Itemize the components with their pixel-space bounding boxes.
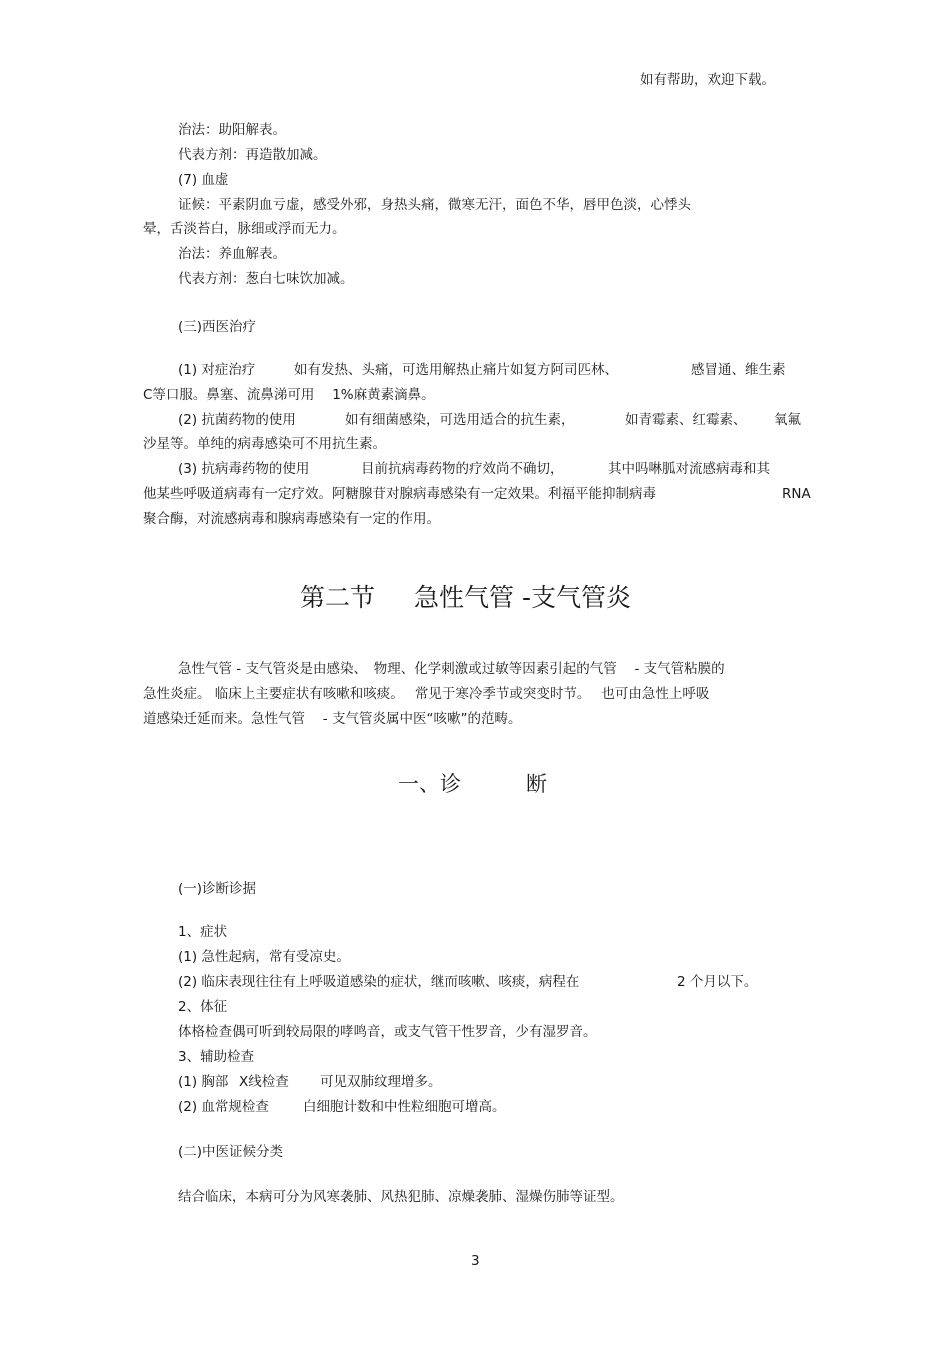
syndrome-types-text: 结合临床，本病可分为风寒袭肺、风热犯肺、凉燥袭肺、湿燥伤肺等证型。 <box>178 1189 624 1205</box>
diagnosis-title-b: 断 <box>526 772 547 796</box>
signs-heading: 2、体征 <box>178 999 228 1015</box>
section-intro-line-1: 急性气管 - 支气管炎是由感染、 物理、化学刺激或过敏等因素引起的气管 - 支气管粘膜的 <box>178 661 725 677</box>
treatment-method-2: 治法：养血解表。 <box>178 246 286 262</box>
diagnosis-basis-heading: (一)诊断诊据 <box>178 881 257 897</box>
prescription-1: 代表方剂：再造散加减。 <box>178 147 327 163</box>
western-p1-a: (1) 对症治疗 <box>178 362 256 378</box>
prescription-2: 代表方剂：葱白七味饮加减。 <box>178 271 354 287</box>
symptom-2-a: (2) 临床表现往往有上呼吸道感染的症状，继而咳嗽、咳痰，病程在 <box>178 974 580 990</box>
section-title-number: 第二节 <box>300 583 376 612</box>
western-p2-c: 如青霉素、红霉素、 <box>625 412 747 428</box>
symptom-1: (1) 急性起病，常有受凉史。 <box>178 949 350 965</box>
blood-test-b: 白细胞计数和中性粒细胞可增高。 <box>303 1099 506 1115</box>
signs-text: 体格检查偶可听到较局限的哮鸣音，或支气管干性罗音，少有湿罗音。 <box>178 1024 597 1040</box>
western-p3-c: 其中吗啉胍对流感病毒和其 <box>608 461 770 477</box>
diagnosis-title-a: 一、诊 <box>398 772 461 796</box>
syndrome-line-1: 证候：平素阴血亏虚，感受外邪，身热头痛，微寒无汗，面色不华，唇甲色淡，心悸头 <box>178 197 691 213</box>
syndrome-line-2: 晕，舌淡苔白，脉细或浮而无力。 <box>143 221 346 237</box>
xray-a: (1) 胸部 <box>178 1074 229 1090</box>
section-title-name: 急性气管 -支气管炎 <box>414 583 631 612</box>
western-p1-line2: C等口服。鼻塞、流鼻涕可用 1%麻黄素滴鼻。 <box>143 387 435 403</box>
section-intro-line-3: 道感染迁延而来。急性气管 - 支气管炎属中医“咳嗽”的范畴。 <box>143 711 522 727</box>
blood-test-a: (2) 血常规检查 <box>178 1099 269 1115</box>
page-number: 3 <box>471 1253 480 1269</box>
section-intro-line-2: 急性炎症。 临床上主要症状有咳嗽和咳痰。 常见于寒冷季节或突变时节。 也可由急性上呼吸 <box>143 686 710 702</box>
symptom-2-b: 2 个月以下。 <box>677 974 758 990</box>
western-p1-b: 如有发热、头痛，可选用解热止痛片如复方阿司匹林、 <box>294 362 618 378</box>
xray-c: 可见双肺纹理增多。 <box>320 1074 442 1090</box>
xray-b: X线检查 <box>239 1074 289 1090</box>
header-note: 如有帮助，欢迎下载。 <box>640 72 775 88</box>
xuexu-title: (7) 血虚 <box>178 172 229 188</box>
western-p3-a: (3) 抗病毒药物的使用 <box>178 461 310 477</box>
western-p3-line2: 他某些呼吸道病毒有一定疗效。阿糖腺苷对腺病毒感染有一定效果。利福平能抑制病毒 <box>143 486 656 502</box>
western-p3-line2-rna: RNA <box>782 486 811 502</box>
western-treatment-heading: (三)西医治疗 <box>178 319 257 335</box>
symptoms-heading: 1、症状 <box>178 924 228 940</box>
western-p2-d: 氧氟 <box>774 412 801 428</box>
tcm-syndrome-heading: (二)中医证候分类 <box>178 1144 284 1160</box>
western-p3-b: 目前抗病毒药物的疗效尚不确切， <box>361 461 564 477</box>
auxiliary-exam-heading: 3、辅助检查 <box>178 1049 255 1065</box>
western-p1-c: 感冒通、维生素 <box>691 362 786 378</box>
western-p2-b: 如有细菌感染，可选用适合的抗生素， <box>345 412 575 428</box>
western-p3-line3: 聚合酶，对流感病毒和腺病毒感染有一定的作用。 <box>143 511 440 527</box>
western-p2-line2: 沙星等。单纯的病毒感染可不用抗生素。 <box>143 436 386 452</box>
treatment-method-1: 治法：助阳解表。 <box>178 122 286 138</box>
western-p2-a: (2) 抗菌药物的使用 <box>178 412 296 428</box>
